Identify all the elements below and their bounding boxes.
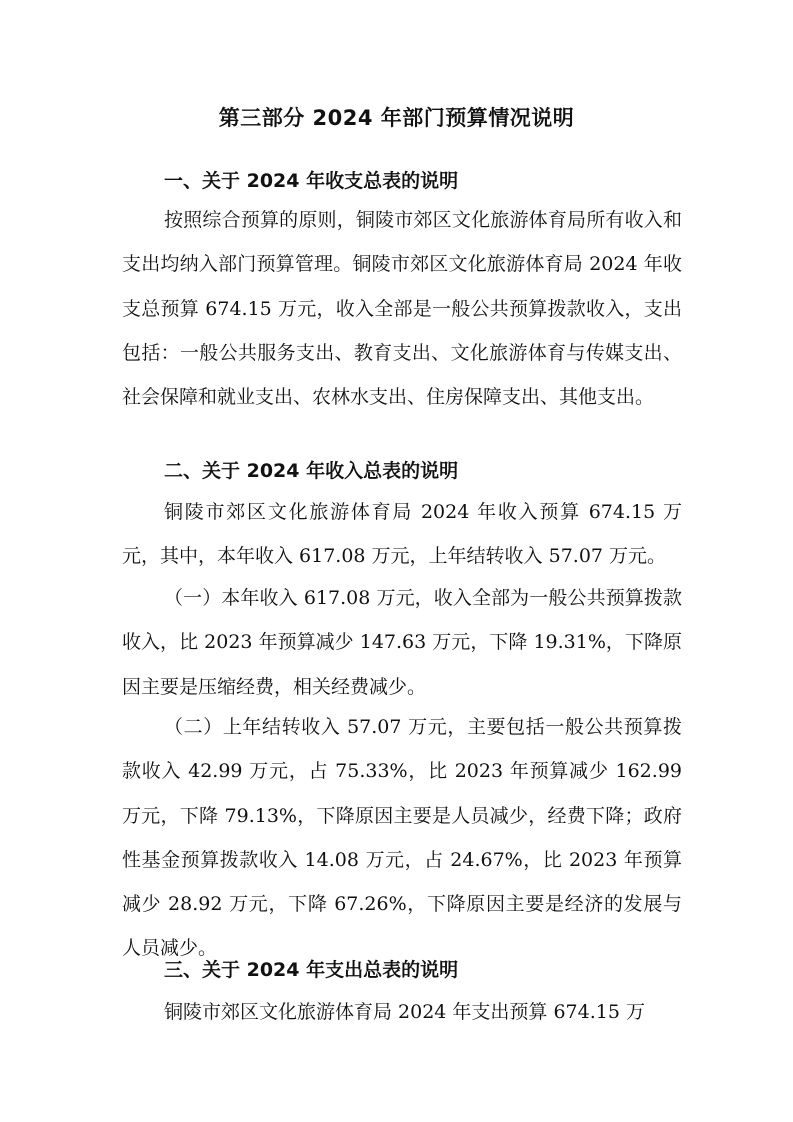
- section-paragraph-income-expense-summary: 按照综合预算的原则，铜陵市郊区文化旅游体育局所有收入和支出均纳入部门预算管理。铜陵市郊区文化旅游体育局 2024 年收支总预算 674.15 万元，收入全部是一般公共预算拨款收入，支出包括：一般公共服务支出、教育支出、文化旅游体育与传媒支出、社会保障和就业支出、农林水支出、住房保障支出、其他支出。: [122, 209, 682, 409]
- section-heading-expenditure-summary: 三、关于 2024 年支出总表的说明: [164, 959, 459, 981]
- section-paragraph-income-total: 铜陵市郊区文化旅游体育局 2024 年收入预算 674.15 万元，其中，本年收入 617.08 万元，上年结转收入 57.07 万元。: [122, 501, 682, 568]
- section-paragraph-carryover-income: （二）上年结转收入 57.07 万元，主要包括一般公共预算拨款收入 42.99 万元，占 75.33%，比 2023 年预算减少 162.99 万元，下降 79.13%，下降原因主要是人员减少，经费下降；政府性基金预算拨款收入 14.08 万元，占 24.67%，比 2023 年预算减少 28.92 万元，下降 67.26%，下降原因主要是经济的发展与人员减少。: [122, 716, 682, 960]
- section-heading-income-expense-summary: 一、关于 2024 年收支总表的说明: [164, 170, 459, 192]
- page-title: 第三部分 2024 年部门预算情况说明: [218, 106, 575, 130]
- section-paragraph-current-year-income: （一）本年收入 617.08 万元，收入全部为一般公共预算拨款收入，比 2023 年预算减少 147.63 万元，下降 19.31%，下降原因主要是压缩经费，相关经费减少。: [122, 587, 682, 698]
- section-paragraph-expenditure-total: 铜陵市郊区文化旅游体育局 2024 年支出预算 674.15 万: [164, 1001, 645, 1023]
- section-heading-income-summary: 二、关于 2024 年收入总表的说明: [164, 460, 459, 482]
